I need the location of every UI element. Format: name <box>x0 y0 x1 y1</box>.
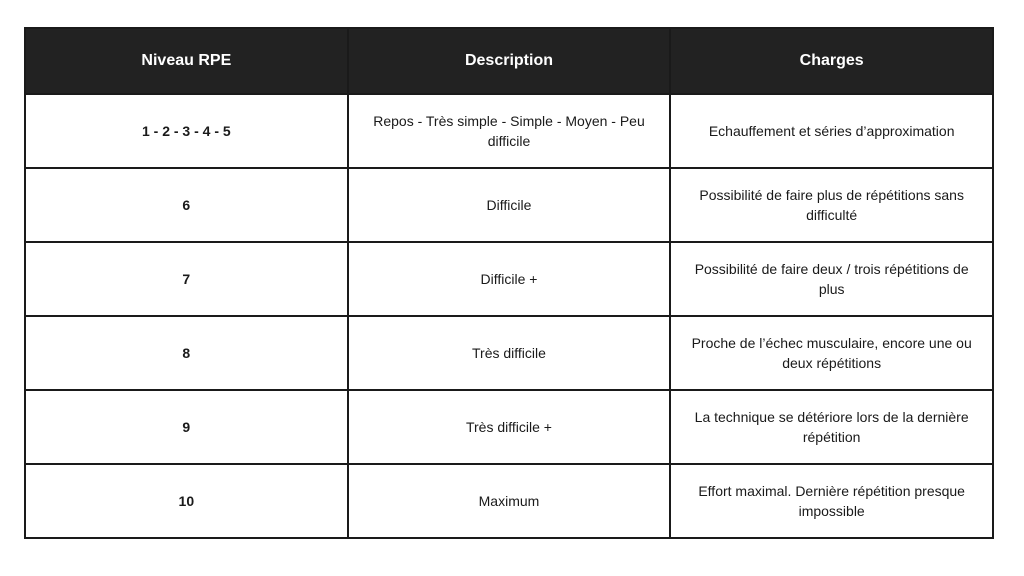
cell-level: 1 - 2 - 3 - 4 - 5 <box>25 94 348 168</box>
cell-description: Difficile <box>348 168 671 242</box>
table-row <box>25 168 993 242</box>
header-charges: Charges <box>670 28 993 94</box>
cell-charges: Possibilité de faire deux / trois répétitions de plus <box>670 242 993 316</box>
table-row <box>25 316 993 390</box>
table-row <box>25 242 993 316</box>
cell-charges: Effort maximal. Dernière répétition presque impossible <box>670 464 993 538</box>
cell-level: 10 <box>25 464 348 538</box>
cell-level: 9 <box>25 390 348 464</box>
cell-description: Très difficile <box>348 316 671 390</box>
cell-description: Repos - Très simple - Simple - Moyen - Peu difficile <box>348 94 671 168</box>
rpe-table <box>24 27 994 539</box>
cell-level: 7 <box>25 242 348 316</box>
cell-charges: Possibilité de faire plus de répétitions sans difficulté <box>670 168 993 242</box>
table-row <box>25 464 993 538</box>
cell-charges: La technique se détériore lors de la dernière répétition <box>670 390 993 464</box>
cell-level: 8 <box>25 316 348 390</box>
header-niveau-rpe: Niveau RPE <box>25 28 348 94</box>
cell-description: Très difficile + <box>348 390 671 464</box>
table-body <box>25 94 993 538</box>
header-description: Description <box>348 28 671 94</box>
table-row <box>25 94 993 168</box>
cell-description: Maximum <box>348 464 671 538</box>
header-row <box>25 28 993 94</box>
table-header <box>25 28 993 94</box>
cell-charges: Proche de l’échec musculaire, encore une ou deux répétitions <box>670 316 993 390</box>
cell-level: 6 <box>25 168 348 242</box>
cell-description: Difficile + <box>348 242 671 316</box>
cell-charges: Echauffement et séries d’approximation <box>670 94 993 168</box>
table-row <box>25 390 993 464</box>
